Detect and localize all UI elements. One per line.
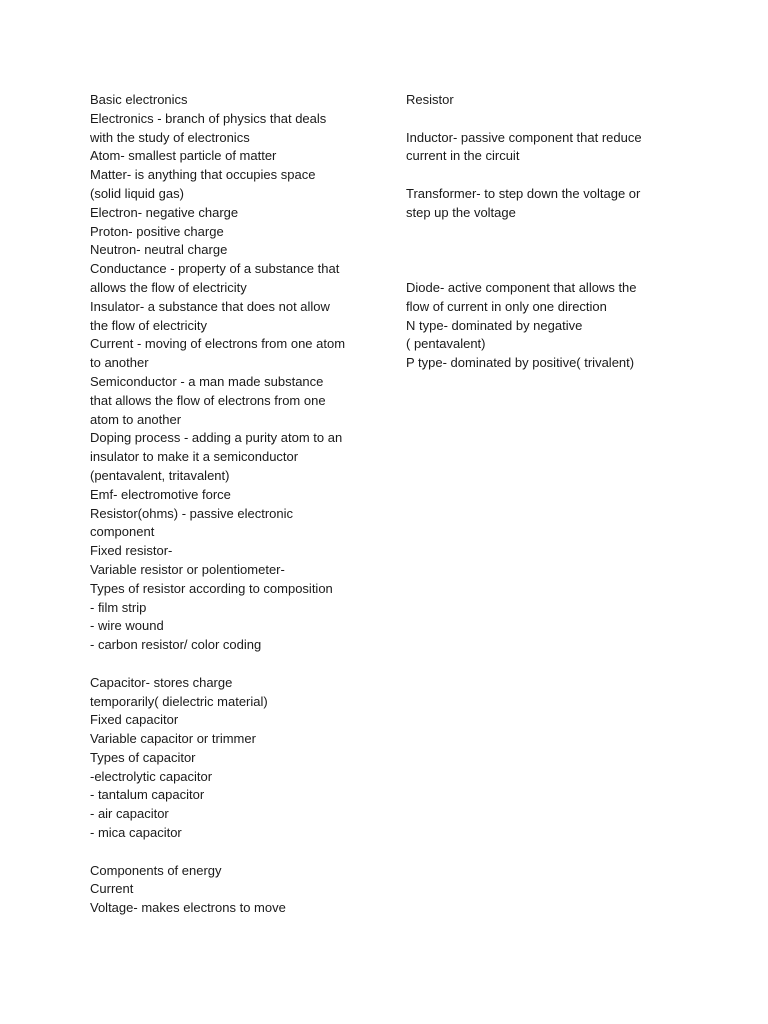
text-line: Components of energy (90, 862, 222, 878)
text-line: Inductor- passive component that reduce (406, 129, 642, 145)
blank-line (90, 843, 380, 862)
text-line: Capacitor- stores charge (90, 674, 233, 690)
text-line: current in the circuit (406, 148, 520, 164)
text-line: P type- dominated by positive( trivalent) (406, 355, 635, 371)
text-line: Proton- positive charge (90, 223, 224, 239)
text-line: - film strip (90, 599, 147, 615)
text-line: N type- dominated by negative (406, 317, 583, 333)
text-line: (pentavalent, tritavalent) (90, 467, 230, 483)
text-line: Doping process - adding a purity atom to an (90, 430, 343, 446)
text-line: Resistor (406, 92, 454, 107)
text-line: with the study of electronics (90, 129, 250, 145)
blank-line (406, 166, 676, 185)
blank-line (90, 655, 380, 674)
text-line: step up the voltage (406, 204, 516, 220)
text-line: Types of resistor according to composition (90, 580, 333, 596)
text-line: Electronics - branch of physics that deals (90, 110, 327, 126)
text-line: Fixed resistor- (90, 543, 173, 559)
text-line: the flow of electricity (90, 317, 208, 333)
text-line: to another (90, 355, 149, 371)
text-line: atom to another (90, 411, 182, 427)
text-line: Electron- negative charge (90, 204, 239, 220)
text-line: Variable resistor or polentiometer- (90, 561, 285, 577)
text-line: Resistor(ohms) - passive electronic (90, 505, 294, 521)
text-line: Basic electronics (90, 92, 188, 107)
text-line: Semiconductor - a man made substance (90, 373, 324, 389)
blank-line (406, 241, 676, 260)
right-text-column (406, 91, 676, 373)
text-line: ( pentavalent) (406, 336, 486, 352)
text-line: Matter- is anything that occupies space (90, 167, 316, 183)
text-line: Types of capacitor (90, 749, 196, 765)
text-line: Conductance - property of a substance that (90, 261, 340, 277)
text-line: Neutron- neutral charge (90, 242, 228, 258)
text-line: Current (90, 881, 134, 897)
text-line: allows the flow of electricity (90, 279, 247, 295)
text-line: - carbon resistor/ color coding (90, 637, 262, 653)
text-line: - wire wound (90, 618, 164, 634)
text-line: - mica capacitor (90, 825, 182, 841)
text-line: Transformer- to step down the voltage or (406, 185, 641, 201)
text-line: Variable capacitor or trimmer (90, 731, 256, 747)
text-line: Emf- electromotive force (90, 486, 231, 502)
text-line: insulator to make it a semiconductor (90, 449, 299, 465)
text-line: temporarily( dielectric material) (90, 693, 268, 709)
text-line: Atom- smallest particle of matter (90, 148, 277, 164)
text-line: - air capacitor (90, 806, 169, 822)
blank-line (406, 110, 676, 129)
text-line: -electrolytic capacitor (90, 768, 213, 784)
text-line: Current - moving of electrons from one atom (90, 336, 346, 352)
text-line: - tantalum capacitor (90, 787, 205, 803)
text-line: component (90, 524, 155, 540)
left-text-column (90, 91, 380, 918)
text-line: Diode- active component that allows the (406, 279, 637, 295)
blank-line (406, 260, 676, 279)
text-line: Voltage- makes electrons to move (90, 900, 286, 916)
blank-line (406, 223, 676, 242)
text-line: (solid liquid gas) (90, 185, 184, 201)
text-line: Fixed capacitor (90, 712, 179, 728)
text-line: flow of current in only one direction (406, 298, 607, 314)
text-line: Insulator- a substance that does not allow (90, 298, 330, 314)
text-line: that allows the flow of electrons from one (90, 392, 326, 408)
